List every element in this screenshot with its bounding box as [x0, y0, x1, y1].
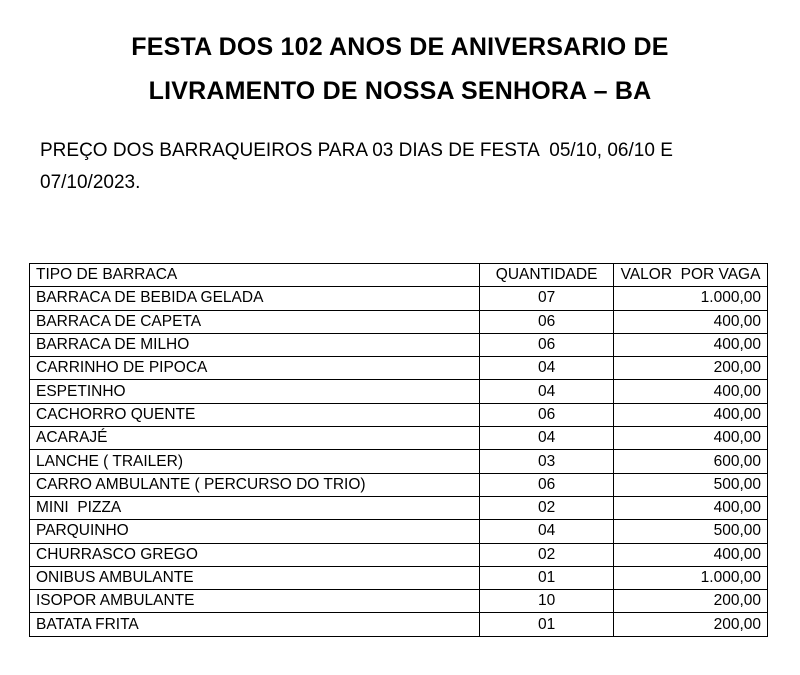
table-row [30, 473, 768, 496]
table-row [30, 566, 768, 589]
subtitle-line-1: PREÇO DOS BARRAQUEIROS PARA 03 DIAS DE FESTA 05/10, 06/10 E [40, 140, 673, 161]
cell-tipo-de-barraca: ONIBUS AMBULANTE [30, 566, 480, 589]
cell-quantidade: 02 [480, 543, 614, 566]
table-row [30, 427, 768, 450]
table-row [30, 520, 768, 543]
cell-quantidade: 04 [480, 357, 614, 380]
cell-valor-por-vaga: 600,00 [614, 450, 768, 473]
cell-tipo-de-barraca: LANCHE ( TRAILER) [30, 450, 480, 473]
cell-valor-por-vaga: 1.000,00 [614, 287, 768, 310]
table-row [30, 333, 768, 356]
header-quantidade: QUANTIDADE [480, 264, 614, 287]
cell-valor-por-vaga: 400,00 [614, 380, 768, 403]
cell-quantidade: 04 [480, 427, 614, 450]
cell-quantidade: 04 [480, 380, 614, 403]
cell-valor-por-vaga: 1.000,00 [614, 566, 768, 589]
cell-quantidade: 03 [480, 450, 614, 473]
cell-valor-por-vaga: 400,00 [614, 427, 768, 450]
cell-quantidade: 06 [480, 333, 614, 356]
cell-quantidade: 07 [480, 287, 614, 310]
cell-tipo-de-barraca: ACARAJÉ [30, 427, 480, 450]
cell-tipo-de-barraca: PARQUINHO [30, 520, 480, 543]
cell-quantidade: 10 [480, 590, 614, 613]
cell-quantidade: 04 [480, 520, 614, 543]
cell-valor-por-vaga: 200,00 [614, 590, 768, 613]
cell-tipo-de-barraca: BARRACA DE BEBIDA GELADA [30, 287, 480, 310]
table-row [30, 450, 768, 473]
table-row [30, 357, 768, 380]
cell-valor-por-vaga: 500,00 [614, 520, 768, 543]
cell-valor-por-vaga: 400,00 [614, 543, 768, 566]
header-tipo-de-barraca: TIPO DE BARRACA [30, 264, 480, 287]
cell-valor-por-vaga: 500,00 [614, 473, 768, 496]
cell-tipo-de-barraca: CACHORRO QUENTE [30, 403, 480, 426]
cell-tipo-de-barraca: ISOPOR AMBULANTE [30, 590, 480, 613]
cell-quantidade: 06 [480, 403, 614, 426]
cell-quantidade: 06 [480, 473, 614, 496]
cell-tipo-de-barraca: CHURRASCO GREGO [30, 543, 480, 566]
cell-quantidade: 02 [480, 496, 614, 519]
table-row [30, 380, 768, 403]
table-row [30, 310, 768, 333]
document-title-line-2: LIVRAMENTO DE NOSSA SENHORA – BA [148, 77, 652, 105]
cell-tipo-de-barraca: MINI PIZZA [30, 496, 480, 519]
cell-valor-por-vaga: 200,00 [614, 613, 768, 636]
cell-quantidade: 01 [480, 613, 614, 636]
price-table [29, 263, 768, 637]
cell-tipo-de-barraca: CARRO AMBULANTE ( PERCURSO DO TRIO) [30, 473, 480, 496]
table-header-row [30, 264, 768, 287]
table-row [30, 287, 768, 310]
cell-valor-por-vaga: 200,00 [614, 357, 768, 380]
table-row [30, 613, 768, 636]
cell-valor-por-vaga: 400,00 [614, 403, 768, 426]
cell-valor-por-vaga: 400,00 [614, 333, 768, 356]
table-row [30, 590, 768, 613]
header-valor-por-vaga: VALOR POR VAGA [614, 264, 768, 287]
cell-quantidade: 06 [480, 310, 614, 333]
cell-tipo-de-barraca: BATATA FRITA [30, 613, 480, 636]
cell-quantidade: 01 [480, 566, 614, 589]
table-row [30, 543, 768, 566]
cell-tipo-de-barraca: ESPETINHO [30, 380, 480, 403]
cell-tipo-de-barraca: BARRACA DE MILHO [30, 333, 480, 356]
subtitle-line-2: 07/10/2023. [40, 172, 141, 193]
document-title-line-1: FESTA DOS 102 ANOS DE ANIVERSARIO DE [131, 33, 669, 61]
cell-valor-por-vaga: 400,00 [614, 496, 768, 519]
table-row [30, 496, 768, 519]
cell-tipo-de-barraca: BARRACA DE CAPETA [30, 310, 480, 333]
cell-valor-por-vaga: 400,00 [614, 310, 768, 333]
cell-tipo-de-barraca: CARRINHO DE PIPOCA [30, 357, 480, 380]
table-row [30, 403, 768, 426]
